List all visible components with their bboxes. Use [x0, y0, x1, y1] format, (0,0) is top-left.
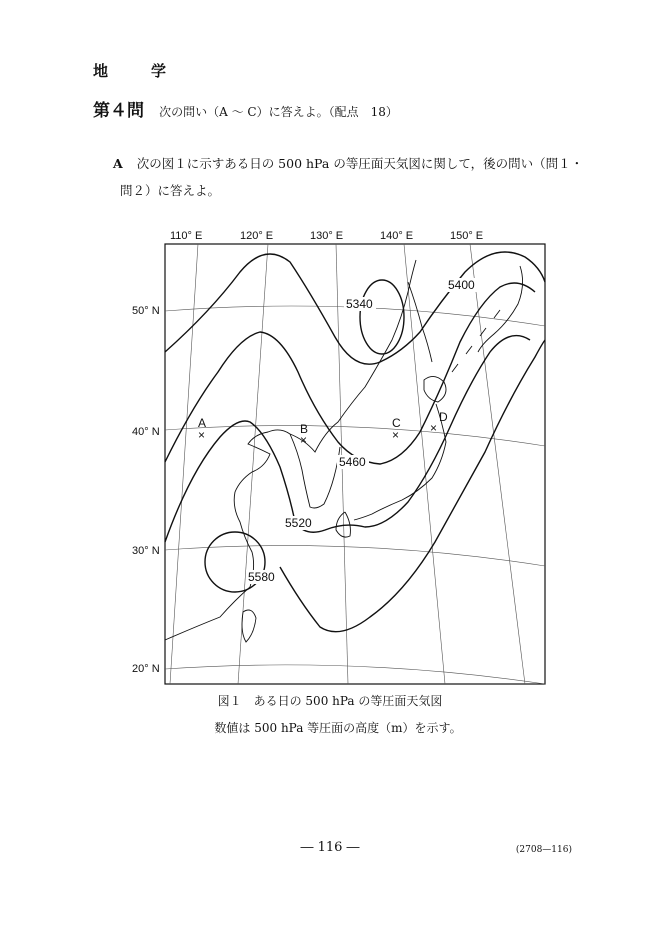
lon-label-150: 150° E: [450, 230, 484, 242]
section-text-line1: 次の図１に示すある日の 500 hPa の等圧面天気図に関して，後の問い（問１・: [136, 156, 584, 171]
point-c-label: C: [392, 416, 401, 430]
lat-label-30: 30° N: [132, 545, 160, 557]
lat-label-50: 50° N: [132, 305, 160, 317]
question-title: 第４問: [93, 101, 144, 121]
contour-label-5580: 5580: [248, 570, 275, 584]
contour-5520: [165, 336, 530, 542]
contour-label-5400: 5400: [448, 278, 475, 292]
figure-note: 数値は 500 hPa 等圧面の高度（m）を示す。: [214, 721, 462, 735]
point-d-label: D: [439, 410, 448, 424]
lat-label-20: 20° N: [132, 663, 160, 675]
lat-label-40: 40° N: [132, 426, 160, 438]
point-b-label: B: [300, 422, 309, 436]
point-a-marker: ×: [198, 428, 206, 442]
contour-5340: [360, 280, 404, 354]
weather-map-figure: [132, 222, 560, 692]
section-letter: A: [113, 156, 123, 171]
point-b-marker: ×: [300, 433, 308, 447]
contour-label-5340: 5340: [346, 297, 373, 311]
contour-outer: [280, 340, 545, 632]
contour-label-5460: 5460: [339, 455, 366, 469]
lon-label-140: 140° E: [380, 230, 414, 242]
section-a: [93, 150, 613, 204]
lon-label-110: 110° E: [170, 230, 203, 242]
lon-label-130: 130° E: [310, 230, 344, 242]
point-d-marker: ×: [430, 421, 438, 435]
section-text-line2: 問２）に答えよ。: [120, 183, 221, 198]
point-c-marker: ×: [392, 428, 400, 442]
point-a-label: A: [198, 416, 207, 430]
question-instruction: 次の問い（A ～ C）に答えよ。（配点 18）: [159, 105, 398, 119]
coastlines: [165, 260, 523, 642]
page-number: ― 116 ―: [300, 840, 360, 855]
lon-label-120: 120° E: [240, 230, 274, 242]
contour-label-5520: 5520: [285, 516, 312, 530]
weather-map: [132, 222, 560, 692]
subject-heading: 地 学: [93, 62, 181, 80]
page-code: (2708—116): [515, 845, 572, 855]
question-header: [93, 96, 398, 121]
figure-caption: 図１ ある日の 500 hPa の等圧面天気図: [217, 694, 443, 708]
